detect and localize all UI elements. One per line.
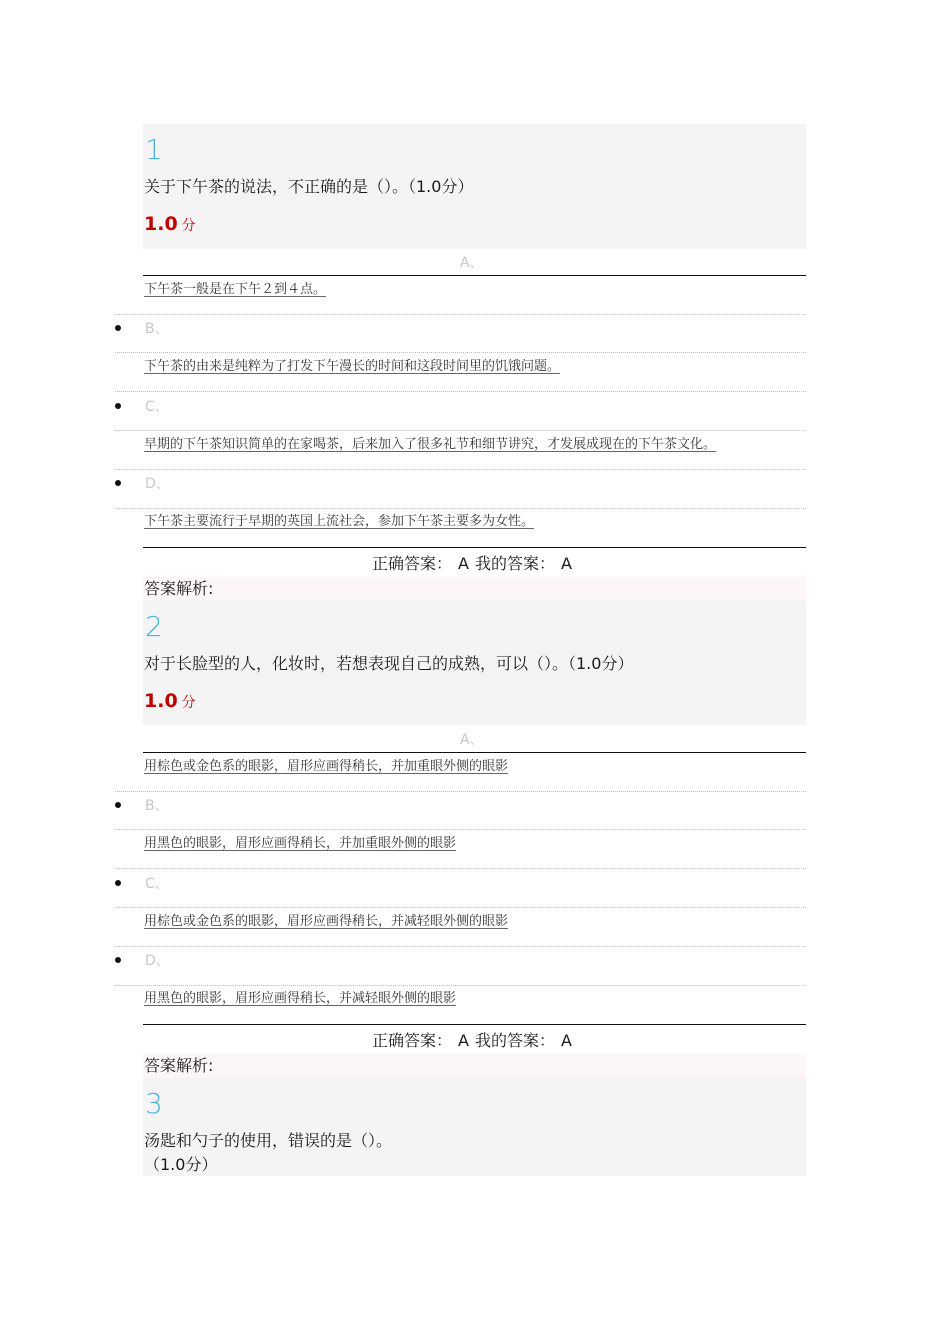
- question-score: [144, 213, 196, 237]
- analysis-label: 答案解析:: [144, 1056, 214, 1075]
- question-2-header: [143, 601, 806, 725]
- answer-line: [0, 1031, 950, 1051]
- question-3-header: [143, 1078, 806, 1176]
- divider: [115, 469, 806, 470]
- my-answer-label: 我的答案：: [475, 1031, 556, 1050]
- option-b-letter: B、: [145, 798, 169, 814]
- correct-answer-label: 正确答案：: [372, 1031, 453, 1050]
- divider: [115, 946, 806, 947]
- divider: [115, 352, 806, 353]
- divider: [115, 829, 806, 830]
- score-unit: 分: [181, 218, 196, 234]
- option-a-letter: A、: [460, 732, 484, 748]
- divider: [115, 907, 806, 908]
- bullet-icon: [115, 880, 121, 886]
- question-number: 1: [145, 133, 163, 166]
- answer-line: [0, 554, 950, 574]
- score-unit: 分: [181, 695, 196, 711]
- score-value: 1.0: [144, 690, 178, 712]
- divider: [115, 868, 806, 869]
- divider: [143, 1024, 806, 1025]
- answer-analysis: [143, 1054, 806, 1078]
- divider: [115, 508, 806, 509]
- question-text: 汤匙和勺子的使用，错误的是（）。: [144, 1131, 393, 1150]
- option-d-letter: D、: [145, 476, 170, 492]
- option-c-letter: C、: [145, 876, 169, 892]
- option-a-letter: A、: [460, 255, 484, 271]
- divider: [115, 791, 806, 792]
- divider: [143, 275, 806, 276]
- divider: [115, 391, 806, 392]
- correct-answer-value: A: [458, 554, 469, 573]
- divider: [143, 547, 806, 548]
- answer-analysis: [143, 577, 806, 601]
- bullet-icon: [115, 957, 121, 963]
- score-value: 1.0: [144, 213, 178, 235]
- divider: [143, 752, 806, 753]
- my-answer-value: A: [561, 1031, 572, 1050]
- option-d-text[interactable]: 用黑色的眼影，眉形应画得稍长，并减轻眼外侧的眼影: [144, 991, 457, 1006]
- option-a-text[interactable]: 下午茶一般是在下午２到４点。: [144, 282, 327, 297]
- option-d-letter: D、: [145, 953, 170, 969]
- my-answer-value: A: [561, 554, 572, 573]
- divider: [115, 314, 806, 315]
- option-c-letter: C、: [145, 399, 169, 415]
- bullet-icon: [115, 802, 121, 808]
- bullet-icon: [115, 480, 121, 486]
- analysis-label: 答案解析:: [144, 579, 214, 598]
- option-b-text[interactable]: 下午茶的由来是纯粹为了打发下午漫长的时间和这段时间里的饥饿问题。: [144, 359, 561, 374]
- bullet-icon: [115, 325, 121, 331]
- option-a-text[interactable]: 用棕色或金色系的眼影，眉形应画得稍长，并加重眼外侧的眼影: [144, 759, 509, 774]
- option-d-text[interactable]: 下午茶主要流行于早期的英国上流社会，参加下午茶主要多为女性。: [144, 514, 535, 529]
- option-b-letter: B、: [145, 321, 169, 337]
- bullet-icon: [115, 403, 121, 409]
- question-text: 对于长脸型的人，化妆时，若想表现自己的成熟，可以（）。（1.0分）: [144, 654, 634, 673]
- question-score: [144, 690, 196, 714]
- correct-answer-label: 正确答案：: [372, 554, 453, 573]
- question-text: 关于下午茶的说法，不正确的是（）。（1.0分）: [144, 177, 474, 196]
- question-number: 2: [145, 610, 163, 643]
- option-b-text[interactable]: 用黑色的眼影，眉形应画得稍长，并加重眼外侧的眼影: [144, 836, 457, 851]
- my-answer-label: 我的答案：: [475, 554, 556, 573]
- correct-answer-value: A: [458, 1031, 469, 1050]
- question-number: 3: [145, 1087, 163, 1120]
- question-1-header: [143, 124, 806, 249]
- divider: [115, 985, 806, 986]
- divider: [115, 430, 806, 431]
- option-c-text[interactable]: 用棕色或金色系的眼影，眉形应画得稍长，并减轻眼外侧的眼影: [144, 914, 509, 929]
- option-c-text[interactable]: 早期的下午茶知识简单的在家喝茶，后来加入了很多礼节和细节讲究，才发展成现在的下午茶文化。: [144, 437, 717, 452]
- question-score: （1.0分）: [144, 1155, 218, 1174]
